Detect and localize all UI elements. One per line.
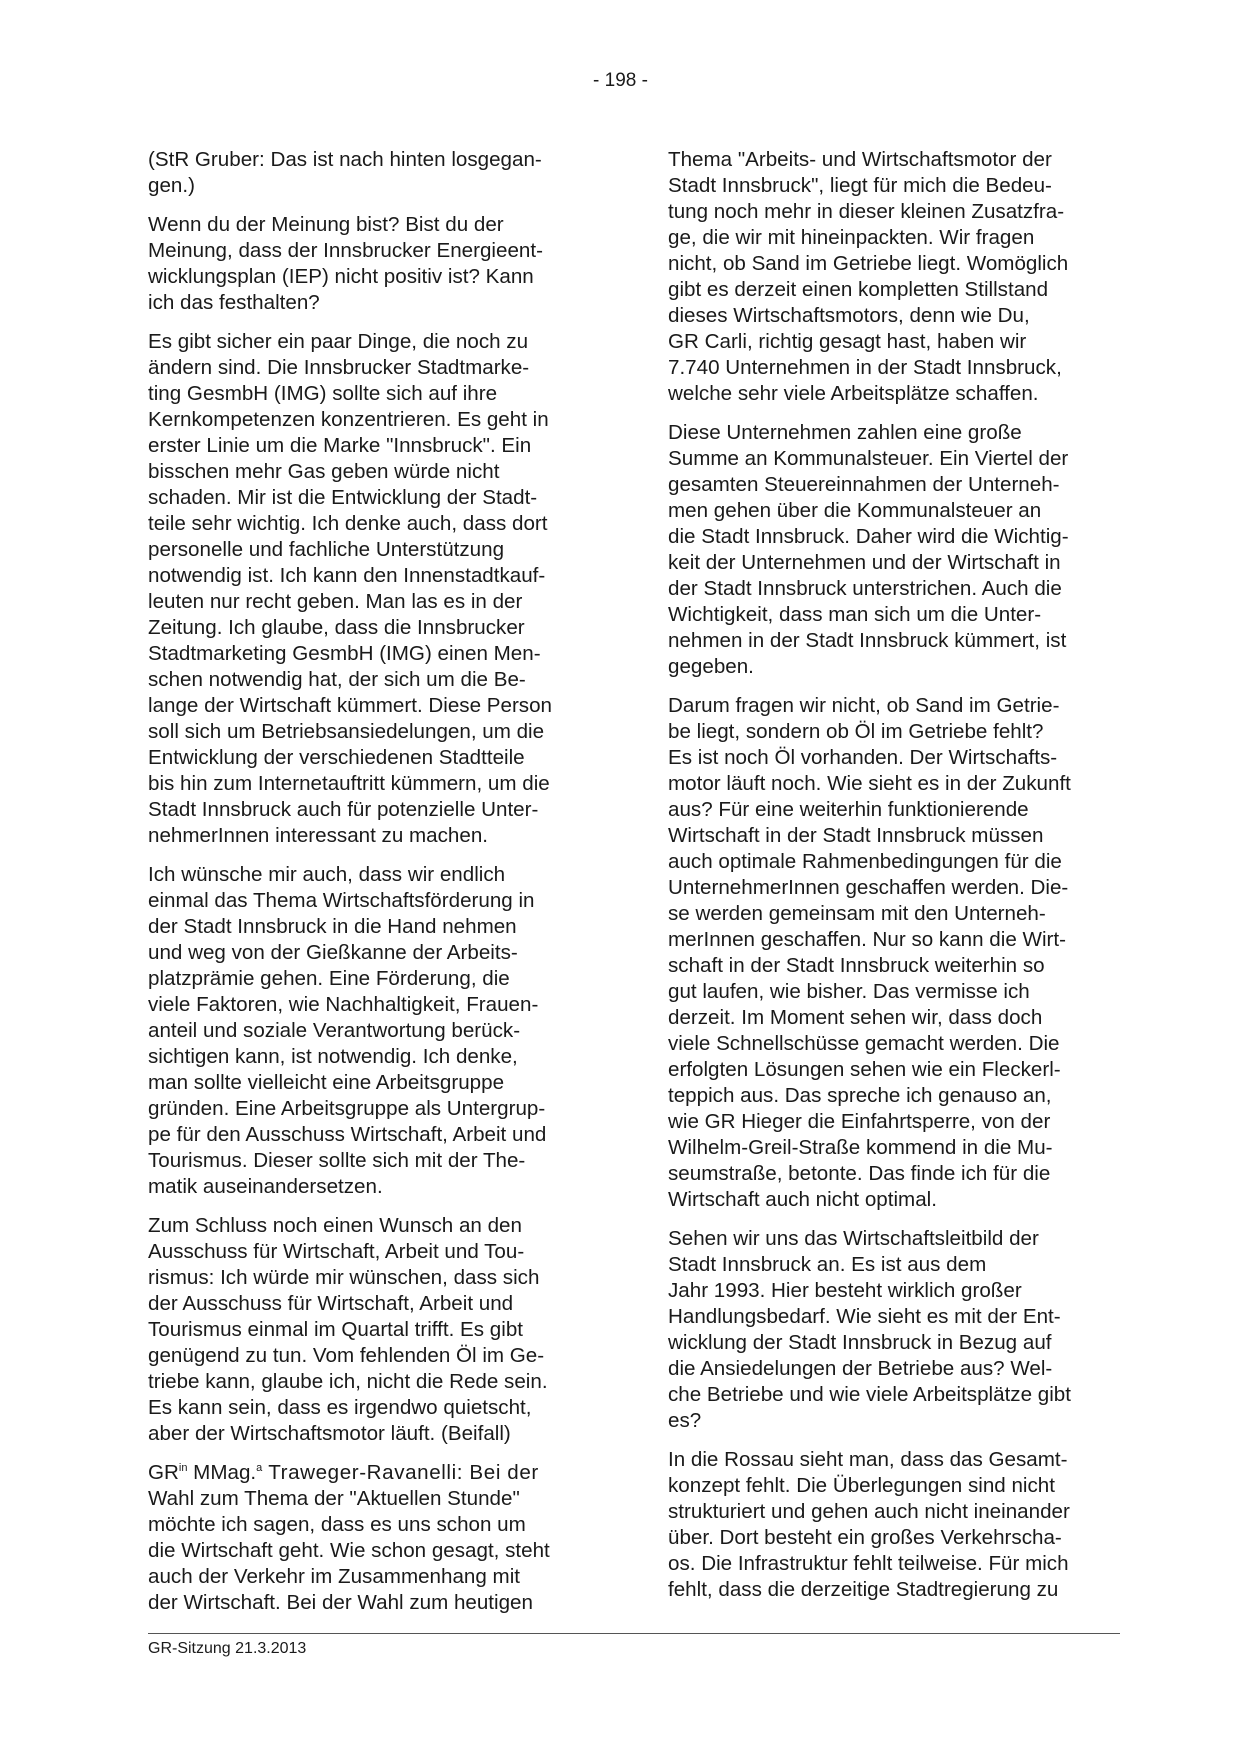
- text-line: und weg von der Gießkanne der Arbeits-: [148, 941, 518, 964]
- text-line: Stadt Innsbruck auch für potenzielle Unter-: [148, 798, 539, 821]
- text-line: der Wirtschaft. Bei der Wahl zum heutigen: [148, 1591, 533, 1614]
- text-line: gut laufen, wie bisher. Das vermisse ich: [668, 980, 1030, 1003]
- paragraph: [148, 862, 593, 1200]
- text-line: der Stadt Innsbruck unterstrichen. Auch die: [668, 577, 1062, 600]
- text-line: der Ausschuss für Wirtschaft, Arbeit und: [148, 1292, 514, 1315]
- text-line: Zum Schluss noch einen Wunsch an den: [148, 1214, 522, 1237]
- text-line: lange der Wirtschaft kümmert. Diese Person: [148, 694, 553, 717]
- text-line: se werden gemeinsam mit den Unterneh-: [668, 902, 1046, 925]
- text-line: gründen. Eine Arbeitsgruppe als Untergrup-: [148, 1097, 546, 1120]
- text-line: der Stadt Innsbruck in die Hand nehmen: [148, 915, 517, 938]
- speaker-title: $GR^{in}$ MMag.$^a$: [148, 1461, 263, 1484]
- text-line: seumstraße, betonte. Das finde ich für die: [668, 1162, 1051, 1185]
- text-line: die Ansiedelungen der Betriebe aus? Wel-: [668, 1357, 1053, 1380]
- text-line: fehlt, dass die derzeitige Stadtregierung zu: [668, 1578, 1059, 1601]
- text-line: welche sehr viele Arbeitsplätze schaffen.: [668, 382, 1039, 405]
- paragraph: [148, 1213, 593, 1447]
- text-line: anteil und soziale Verantwortung berück-: [148, 1019, 521, 1042]
- text-line: gen.): [148, 174, 195, 197]
- paragraph: [668, 147, 1113, 407]
- text-line: Wenn du der Meinung bist? Bist du der: [148, 213, 504, 236]
- text-line: Sehen wir uns das Wirtschaftsleitbild der: [668, 1227, 1039, 1250]
- text-line: Wirtschaft auch nicht optimal.: [668, 1188, 937, 1211]
- paragraph: [148, 147, 593, 199]
- text-line: erfolgten Lösungen sehen wie ein Fleckerl-: [668, 1058, 1061, 1081]
- text-line: viele Schnellschüsse gemacht werden. Die: [668, 1032, 1060, 1055]
- speaker-paragraph: $GR^{in}$ MMag.$^a$ Traweger-Ravanelli: Bei der Wahl zum Thema der "Aktuellen Stunde" möchte ich sagen, dass es uns schon um die Wirtschaft geht. Wie schon gesagt, steht auch der Verkehr im Zusammenhang mit der Wirtschaft. Bei der Wahl zum heutigen: [148, 1460, 593, 1616]
- text-line: gesamten Steuereinnahmen der Unterneh-: [668, 473, 1060, 496]
- text-line: bis hin zum Internetauftritt kümmern, um die: [148, 772, 550, 795]
- text-line: rismus: Ich würde mir wünschen, dass sich: [148, 1266, 540, 1289]
- text-line: Wirtschaft in der Stadt Innsbruck müssen: [668, 824, 1044, 847]
- page-number: - 198 -: [593, 70, 648, 91]
- text-line: Stadt Innsbruck an. Es ist aus dem: [668, 1253, 987, 1276]
- text-line: triebe kann, glaube ich, nicht die Rede sein.: [148, 1370, 548, 1393]
- text-line: wie GR Hieger die Einfahrtsperre, von der: [668, 1110, 1051, 1133]
- text-line: teile sehr wichtig. Ich denke auch, dass dort: [148, 512, 548, 535]
- text-line: pe für den Ausschuss Wirtschaft, Arbeit und: [148, 1123, 547, 1146]
- text-line: Summe an Kommunalsteuer. Ein Viertel der: [668, 447, 1069, 470]
- text-line: aus? Für eine weiterhin funktionierende: [668, 798, 1029, 821]
- text-line: Darum fragen wir nicht, ob Sand im Getrie-: [668, 694, 1060, 717]
- footer-divider: [148, 1633, 1120, 1634]
- text-line: Ich wünsche mir auch, dass wir endlich: [148, 863, 506, 886]
- text-line: Zeitung. Ich glaube, dass die Innsbrucker: [148, 616, 525, 639]
- text-line: man sollte vielleicht eine Arbeitsgruppe: [148, 1071, 505, 1094]
- text-line: Jahr 1993. Hier besteht wirklich großer: [668, 1279, 1022, 1302]
- text-line: auch der Verkehr im Zusammenhang mit: [148, 1565, 520, 1588]
- text-line: merInnen geschaffen. Nur so kann die Wirt-: [668, 928, 1066, 951]
- text-line: Diese Unternehmen zahlen eine große: [668, 421, 1022, 444]
- text-line: Tourismus. Dieser sollte sich mit der The-: [148, 1149, 526, 1172]
- text-line: derzeit. Im Moment sehen wir, dass doch: [668, 1006, 1043, 1029]
- right-column: [668, 147, 1113, 1616]
- text-line: Wilhelm-Greil-Straße kommend in die Mu-: [668, 1136, 1053, 1159]
- text-line: os. Die Infrastruktur fehlt teilweise. Für mich: [668, 1552, 1069, 1575]
- text-line: ting GesmbH (IMG) sollte sich auf ihre: [148, 382, 498, 405]
- text-line: Wichtigkeit, dass man sich um die Unter-: [668, 603, 1042, 626]
- text-line: personelle und fachliche Unterstützung: [148, 538, 505, 561]
- text-line: wicklung der Stadt Innsbruck in Bezug auf: [668, 1331, 1052, 1354]
- text-line: Thema "Arbeits- und Wirtschaftsmotor der: [668, 148, 1052, 171]
- paragraph: [668, 1447, 1113, 1603]
- text-line: motor läuft noch. Wie sieht es in der Zukunft: [668, 772, 1071, 795]
- left-column: [148, 147, 593, 1629]
- text-line: soll sich um Betriebsansiedelungen, um die: [148, 720, 545, 743]
- text-line: nehmen in der Stadt Innsbruck kümmert, ist: [668, 629, 1067, 652]
- text-line: UnternehmerInnen geschaffen werden. Die-: [668, 876, 1069, 899]
- paragraph: [668, 693, 1113, 1213]
- text-line: wicklungsplan (IEP) nicht positiv ist? Kann: [148, 265, 534, 288]
- text-line: konzept fehlt. Die Überlegungen sind nicht: [668, 1474, 1055, 1497]
- text-line: Stadt Innsbruck", liegt für mich die Bedeu-: [668, 174, 1052, 197]
- paragraph: [148, 329, 593, 849]
- text-line: schen notwendig hat, der sich um die Be-: [148, 668, 526, 691]
- paragraph: [668, 420, 1113, 680]
- text-line: gibt es derzeit einen kompletten Stillstand: [668, 278, 1049, 301]
- footer-session-date: GR-Sitzung 21.3.2013: [148, 1640, 307, 1657]
- text-line: erster Linie um die Marke "Innsbruck". Ein: [148, 434, 532, 457]
- text-line: notwendig ist. Ich kann den Innenstadtkauf-: [148, 564, 546, 587]
- text-line: ändern sind. Die Innsbrucker Stadtmarke-: [148, 356, 530, 379]
- text-line: Ausschuss für Wirtschaft, Arbeit und Tou-: [148, 1240, 525, 1263]
- text-line: Stadtmarketing GesmbH (IMG) einen Men-: [148, 642, 541, 665]
- text-line: be liegt, sondern ob Öl im Getriebe fehlt?: [668, 720, 1044, 743]
- text-line: einmal das Thema Wirtschaftsförderung in: [148, 889, 535, 912]
- text-line: platzprämie gehen. Eine Förderung, die: [148, 967, 510, 990]
- text-line: (StR Gruber: Das ist nach hinten losgegan-: [148, 148, 542, 171]
- paragraph: [148, 212, 593, 316]
- text-line: Entwicklung der verschiedenen Stadtteile: [148, 746, 525, 769]
- text-line: teppich aus. Das spreche ich genauso an,: [668, 1084, 1052, 1107]
- text-line: sichtigen kann, ist notwendig. Ich denke,: [148, 1045, 518, 1068]
- text-line: matik auseinandersetzen.: [148, 1175, 383, 1198]
- text-line: aber der Wirtschaftsmotor läuft. (Beifall): [148, 1422, 511, 1445]
- text-line: In die Rossau sieht man, dass das Gesamt-: [668, 1448, 1068, 1471]
- text-line: 7.740 Unternehmen in der Stadt Innsbruck,: [668, 356, 1062, 379]
- text-line: ich das festhalten?: [148, 291, 320, 314]
- text-line: schaden. Mir ist die Entwicklung der Stadt-: [148, 486, 538, 509]
- text-line: strukturiert und gehen auch nicht ineinander: [668, 1500, 1070, 1523]
- text-line: nicht, ob Sand im Getriebe liegt. Womöglich: [668, 252, 1069, 275]
- text-line: nehmerInnen interessant zu machen.: [148, 824, 488, 847]
- text-line: möchte ich sagen, dass es uns schon um: [148, 1513, 526, 1536]
- text-line: GR Carli, richtig gesagt hast, haben wir: [668, 330, 1027, 353]
- text-line: Meinung, dass der Innsbrucker Energieent-: [148, 239, 543, 262]
- text-line: viele Faktoren, wie Nachhaltigkeit, Frauen-: [148, 993, 539, 1016]
- text-line: gegeben.: [668, 655, 754, 678]
- text-line: es?: [668, 1409, 702, 1432]
- text-line: Es ist noch Öl vorhanden. Der Wirtschafts-: [668, 746, 1058, 769]
- text-line: schaft in der Stadt Innsbruck weiterhin so: [668, 954, 1045, 977]
- text-line: genügend zu tun. Vom fehlenden Öl im Ge-: [148, 1344, 545, 1367]
- text-line: Wahl zum Thema der "Aktuellen Stunde": [148, 1487, 520, 1510]
- text-line: tung noch mehr in dieser kleinen Zusatzfra-: [668, 200, 1065, 223]
- text-line: bisschen mehr Gas geben würde nicht: [148, 460, 500, 483]
- text-line: Es kann sein, dass es irgendwo quietscht,: [148, 1396, 532, 1419]
- text-line: ge, die wir mit hineinpackten. Wir fragen: [668, 226, 1035, 249]
- text-line: dieses Wirtschaftsmotors, denn wie Du,: [668, 304, 1030, 327]
- text-line: Es gibt sicher ein paar Dinge, die noch zu: [148, 330, 529, 353]
- text-line: keit der Unternehmen und der Wirtschaft in: [668, 551, 1061, 574]
- text-line: Handlungsbedarf. Wie sieht es mit der Ent-: [668, 1305, 1061, 1328]
- text-line: die Stadt Innsbruck. Daher wird die Wichtig-: [668, 525, 1069, 548]
- text-line: leuten nur recht geben. Man las es in der: [148, 590, 523, 613]
- text-line: über. Dort besteht ein großes Verkehrscha-: [668, 1526, 1062, 1549]
- paragraph: [668, 1226, 1113, 1434]
- text-line: die Wirtschaft geht. Wie schon gesagt, steht: [148, 1539, 550, 1562]
- text-line: che Betriebe und wie viele Arbeitsplätze gibt: [668, 1383, 1071, 1406]
- text-line: Kernkompetenzen konzentrieren. Es geht in: [148, 408, 549, 431]
- text-line: auch optimale Rahmenbedingungen für die: [668, 850, 1062, 873]
- text-line: men gehen über die Kommunalsteuer an: [668, 499, 1042, 522]
- text-line: Tourismus einmal im Quartal trifft. Es gibt: [148, 1318, 524, 1341]
- speaker-name: Traweger-Ravanelli: [262, 1461, 457, 1484]
